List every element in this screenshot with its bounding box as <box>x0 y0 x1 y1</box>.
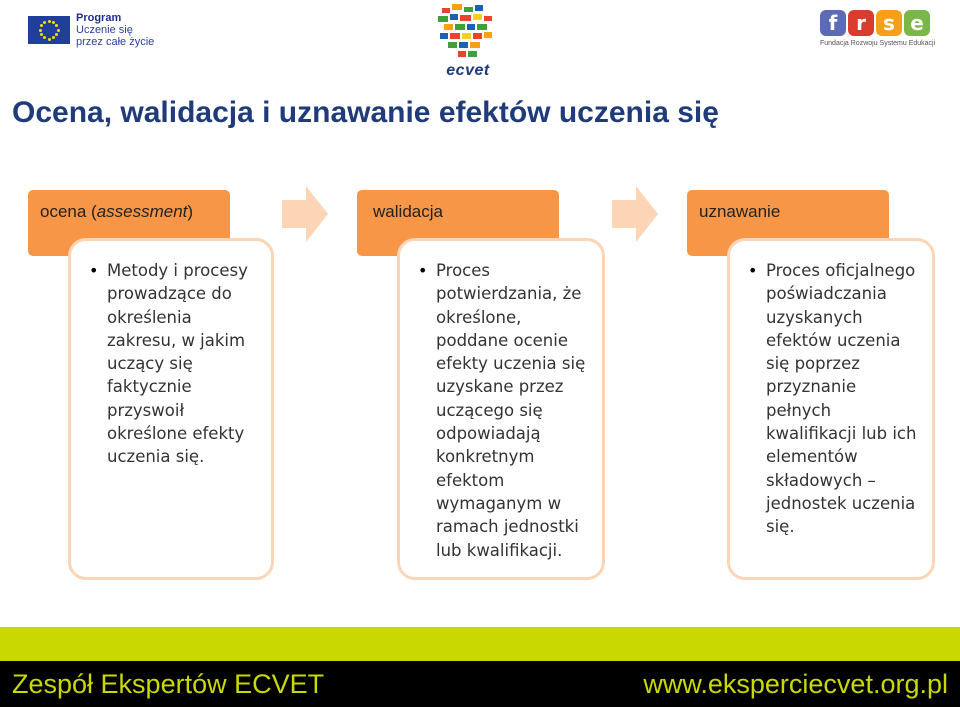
eu-logo-line-3: przez całe życie <box>76 36 155 48</box>
eu-star-icon <box>43 21 46 24</box>
frse-letter-s: s <box>876 10 902 36</box>
eu-logo-line-2: Uczenie się <box>76 24 133 36</box>
arrow-right-icon <box>282 186 328 242</box>
frse-letter-f: f <box>820 10 846 36</box>
eu-logo-line-1: Program <box>76 12 122 24</box>
column-text-assessment: • Metody i procesy prowadzące do określenia zakresu, w jakim uczący się faktycznie przyswoił określone efekty uczenia się. <box>89 259 261 469</box>
column-box-validation <box>397 238 605 580</box>
column-header-assessment-text: ocena ( <box>40 202 97 221</box>
eu-star-icon <box>40 24 43 27</box>
column-text-validation: • Proces potwierdzania, że określone, poddane ocenie efekty uczenia się uzyskane przez uczącego się odpowiadają konkretnym efektom wymaganym w ramach jednostki lub kwalifikacji. <box>418 259 592 562</box>
column-box-assessment <box>68 238 274 580</box>
eu-star-icon <box>52 36 55 39</box>
eu-star-icon <box>40 33 43 36</box>
column-header-assessment-end: ) <box>187 202 194 221</box>
eu-star-icon <box>48 20 51 23</box>
eu-star-icon <box>57 29 60 32</box>
eu-star-icon <box>43 36 46 39</box>
eu-star-icon <box>52 21 55 24</box>
footer-team-name: Zespół Ekspertów ECVET <box>12 669 325 699</box>
column-box-recognition <box>727 238 935 580</box>
eu-program-text <box>76 12 154 48</box>
eu-flag-icon <box>28 16 70 44</box>
arrow-right-icon <box>612 186 658 242</box>
ecvet-logo <box>428 2 508 80</box>
eu-star-icon <box>55 24 58 27</box>
column-text-recognition: • Proces oficjalnego poświadczania uzyskanych efektów uczenia się poprzez przyznanie pełnych kwalifikacji lub ich elementów składowych – jednostek uczenia się. <box>748 259 922 539</box>
column-header-validation-text: walidacja <box>373 202 443 221</box>
page-title: Ocena, walidacja i uznawanie efektów uczenia się <box>12 96 719 129</box>
column-header-assessment-italic: assessment <box>96 202 188 221</box>
column-header-recognition-text: uznawanie <box>699 202 781 221</box>
frse-subtitle: Fundacja Rozwoju Systemu Edukacji <box>820 40 936 47</box>
eu-star-icon <box>55 33 58 36</box>
frse-logo <box>820 10 940 54</box>
eu-star-icon <box>39 29 42 32</box>
frse-letter-e: e <box>904 10 930 36</box>
footer-website-link[interactable]: www.eksperciecvet.org.pl <box>643 669 948 699</box>
frse-letter-r: r <box>848 10 874 36</box>
ecvet-wordmark: ecvet <box>446 62 490 79</box>
eu-program-logo <box>28 12 158 48</box>
eu-star-icon <box>48 38 51 41</box>
ecvet-mosaic-icon <box>428 2 508 62</box>
footer-band <box>0 627 960 661</box>
